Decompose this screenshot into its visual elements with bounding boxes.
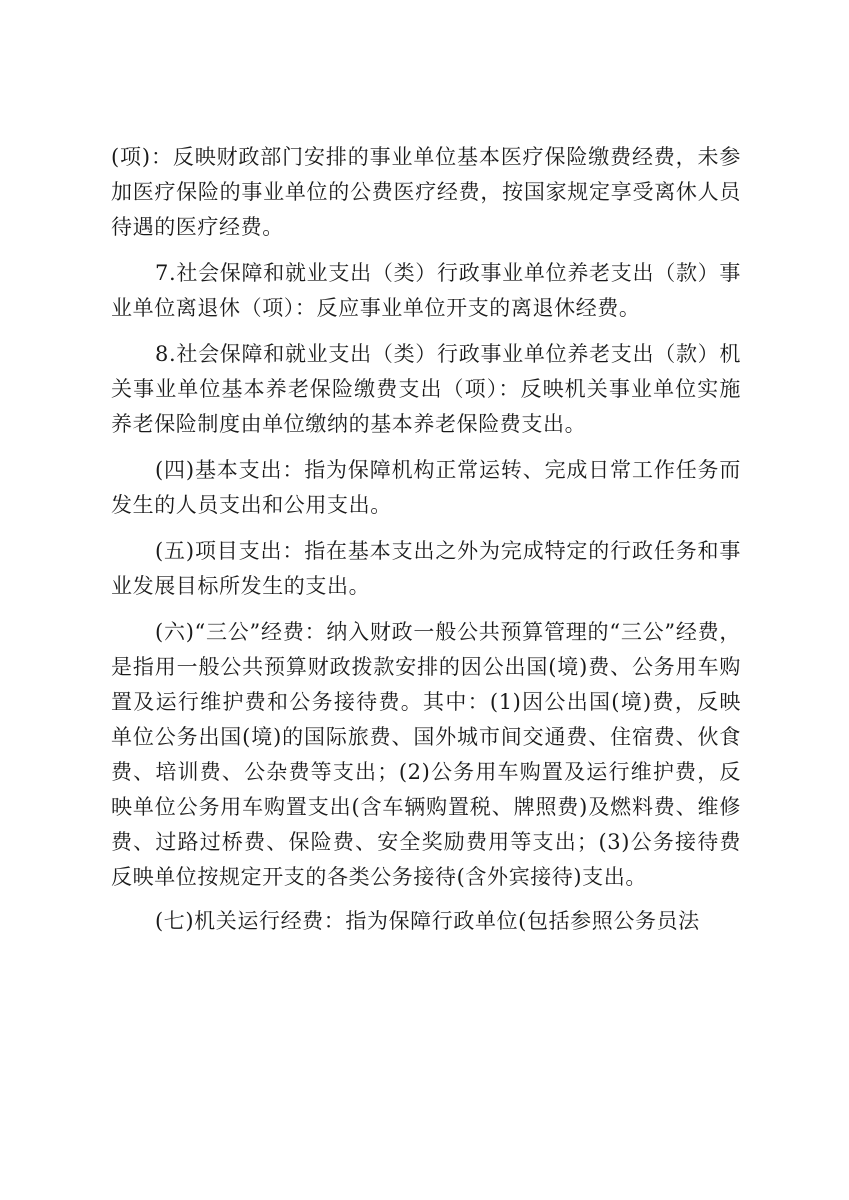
paragraph-item-7-retirement: 7.社会保障和就业支出（类）行政事业单位养老支出（款）事业单位离退休（项）：反应事业单位开支的离退休经费。 — [111, 261, 741, 320]
document-body — [111, 140, 741, 950]
paragraph-project-expenditure: (五)项目支出：指在基本支出之外为完成特定的行政任务和事业发展目标所发生的支出。 — [111, 539, 741, 598]
paragraph-agency-operating-expenses: (七)机关运行经费：指为保障行政单位(包括参照公务员法 — [155, 909, 700, 933]
paragraph-three-public-expenses: (六)“三公”经费：纳入财政一般公共预算管理的“三公”经费，是指用一般公共预算财政拨款安排的因公出国(境)费、公务用车购置及运行维护费和公务接待费。其中：(1)因公出国(境)费，反映单位公务出国(境)的国际旅费、国外城市间交通费、住宿费、伙食费、培训费、公杂费等支出；(2)公务用车购置及运行维护费，反映单位公务用车购置支出(含车辆购置税、牌照费)及燃料费、维修费、过路过桥费、保险费、安全奖励费用等支出；(3)公务接待费反映单位按规定开支的各类公务接待(含外宾接待)支出。 — [111, 620, 741, 889]
paragraph-item-8-pension-insurance: 8.社会保障和就业支出（类）行政事业单位养老支出（款）机关事业单位基本养老保险缴费支出（项）：反映机关事业单位实施养老保险制度由单位缴纳的基本养老保险费支出。 — [111, 342, 741, 436]
paragraph-basic-expenditure: (四)基本支出：指为保障机构正常运转、完成日常工作任务而发生的人员支出和公用支出。 — [111, 458, 741, 517]
paragraph-continuation-medical-expenses: (项)：反映财政部门安排的事业单位基本医疗保险缴费经费，未参加医疗保险的事业单位的公费医疗经费，按国家规定享受离休人员待遇的医疗经费。 — [111, 145, 741, 239]
